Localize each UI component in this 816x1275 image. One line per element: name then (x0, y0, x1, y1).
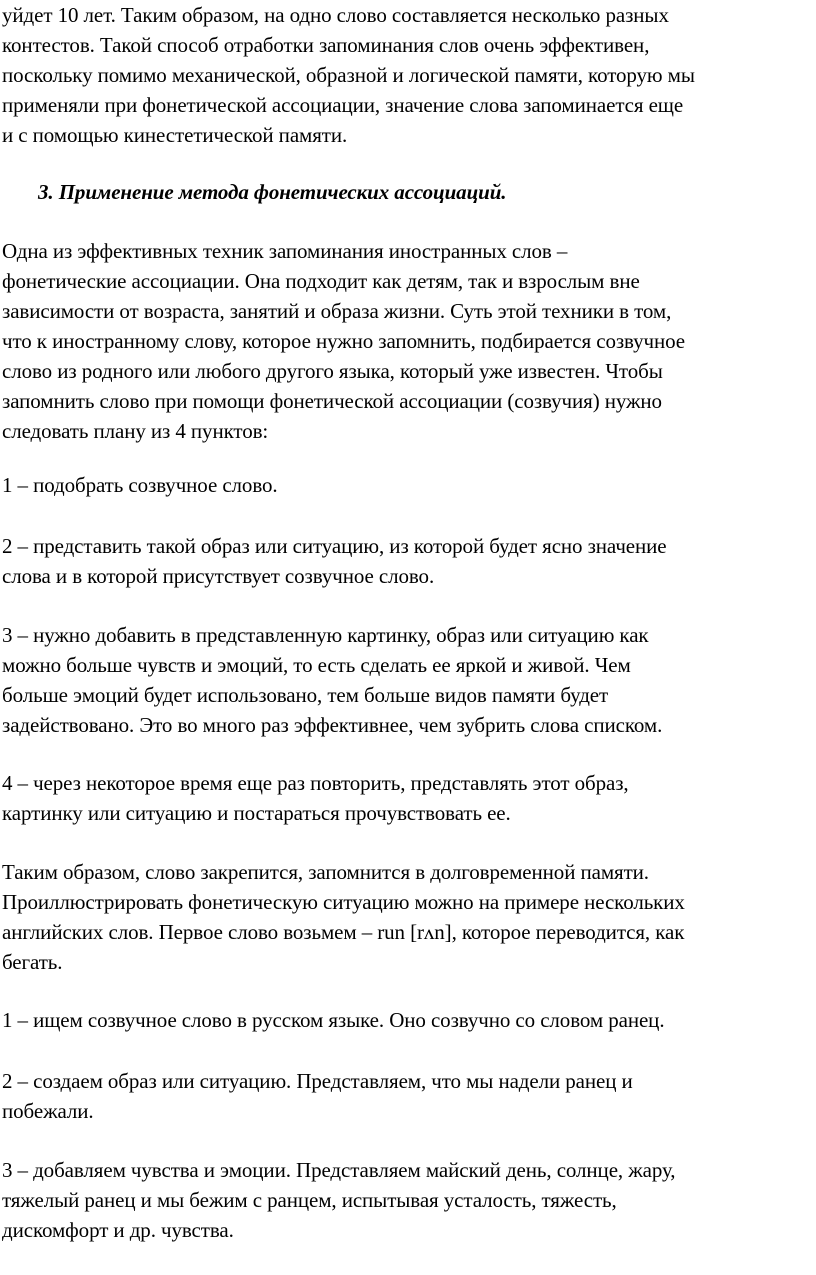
text-line: 3 – нужно добавить в представленную картинку, образ или ситуацию как (2, 623, 649, 647)
text-line: зависимости от возраста, занятий и образа жизни. Суть этой техники в том, (2, 299, 672, 323)
text-line: 4 – через некоторое время еще раз повторить, представлять этот образ, (2, 771, 629, 795)
text-line: Проиллюстрировать фонетическую ситуацию можно на примере нескольких (2, 890, 685, 914)
text-line: уйдет 10 лет. Таким образом, на одно слово составляется несколько разных (2, 3, 669, 27)
example-step-2 (2, 1066, 816, 1126)
text-line: задействовано. Это во много раз эффективнее, чем зубрить слова списком. (2, 713, 663, 737)
text-line: больше эмоций будет использовано, тем больше видов памяти будет (2, 683, 609, 707)
text-line: тяжелый ранец и мы бежим с ранцем, испытывая усталость, тяжесть, (2, 1188, 617, 1212)
example-step-1 (2, 1005, 816, 1035)
text-line: поскольку помимо механической, образной и логической памяти, которую мы (2, 63, 695, 87)
text-line: дискомфорт и др. чувства. (2, 1218, 234, 1242)
plan-step-2 (2, 531, 816, 591)
text-line: запомнить слово при помощи фонетической ассоциации (созвучия) нужно (2, 389, 662, 413)
section-heading: 3. Применение метода фонетических ассоциаций. (38, 180, 507, 204)
example-step-3 (2, 1155, 816, 1245)
text-line: побежали. (2, 1099, 94, 1123)
text-line: слово из родного или любого другого языка, который уже известен. Чтобы (2, 359, 663, 383)
text-line: контестов. Такой способ отработки запоминания слов очень эффективен, (2, 33, 650, 57)
text-line: что к иностранному слову, которое нужно запомнить, подбирается созвучное (2, 329, 686, 353)
text-line: 2 – создаем образ или ситуацию. Представляем, что мы надели ранец и (2, 1069, 633, 1093)
text-line: фонетические ассоциации. Она подходит как детям, так и взрослым вне (2, 269, 640, 293)
text-line: применяли при фонетической ассоциации, значение слова запоминается еще (2, 93, 684, 117)
text-line: 3 – добавляем чувства и эмоции. Представляем майский день, солнце, жару, (2, 1158, 676, 1182)
method-description-paragraph (2, 236, 816, 446)
text-line: 1 – подобрать созвучное слово. (2, 473, 278, 497)
text-line: можно больше чувств и эмоций, то есть сделать ее яркой и живой. Чем (2, 653, 631, 677)
text-line: слова и в которой присутствует созвучное слово. (2, 564, 435, 588)
plan-step-3 (2, 620, 816, 740)
text-line: английских слов. Первое слово возьмем – run [rʌn], которое переводится, как (2, 920, 685, 944)
text-line: Одна из эффективных техник запоминания иностранных слов – (2, 239, 568, 263)
plan-step-1 (2, 470, 816, 500)
text-line: следовать плану из 4 пунктов: (2, 419, 269, 443)
plan-step-4 (2, 768, 816, 828)
text-line: 1 – ищем созвучное слово в русском языке. Оно созвучно со словом ранец. (2, 1008, 665, 1032)
text-line: Таким образом, слово закрепится, запомнится в долговременной памяти. (2, 860, 649, 884)
text-line: и с помощью кинестетической памяти. (2, 123, 348, 147)
intro-paragraph (2, 0, 816, 150)
text-line: бегать. (2, 950, 63, 974)
text-line: 2 – представить такой образ или ситуацию, из которой будет ясно значение (2, 534, 667, 558)
example-intro-paragraph (2, 857, 816, 977)
text-line: картинку или ситуацию и постараться прочувствовать ее. (2, 801, 511, 825)
